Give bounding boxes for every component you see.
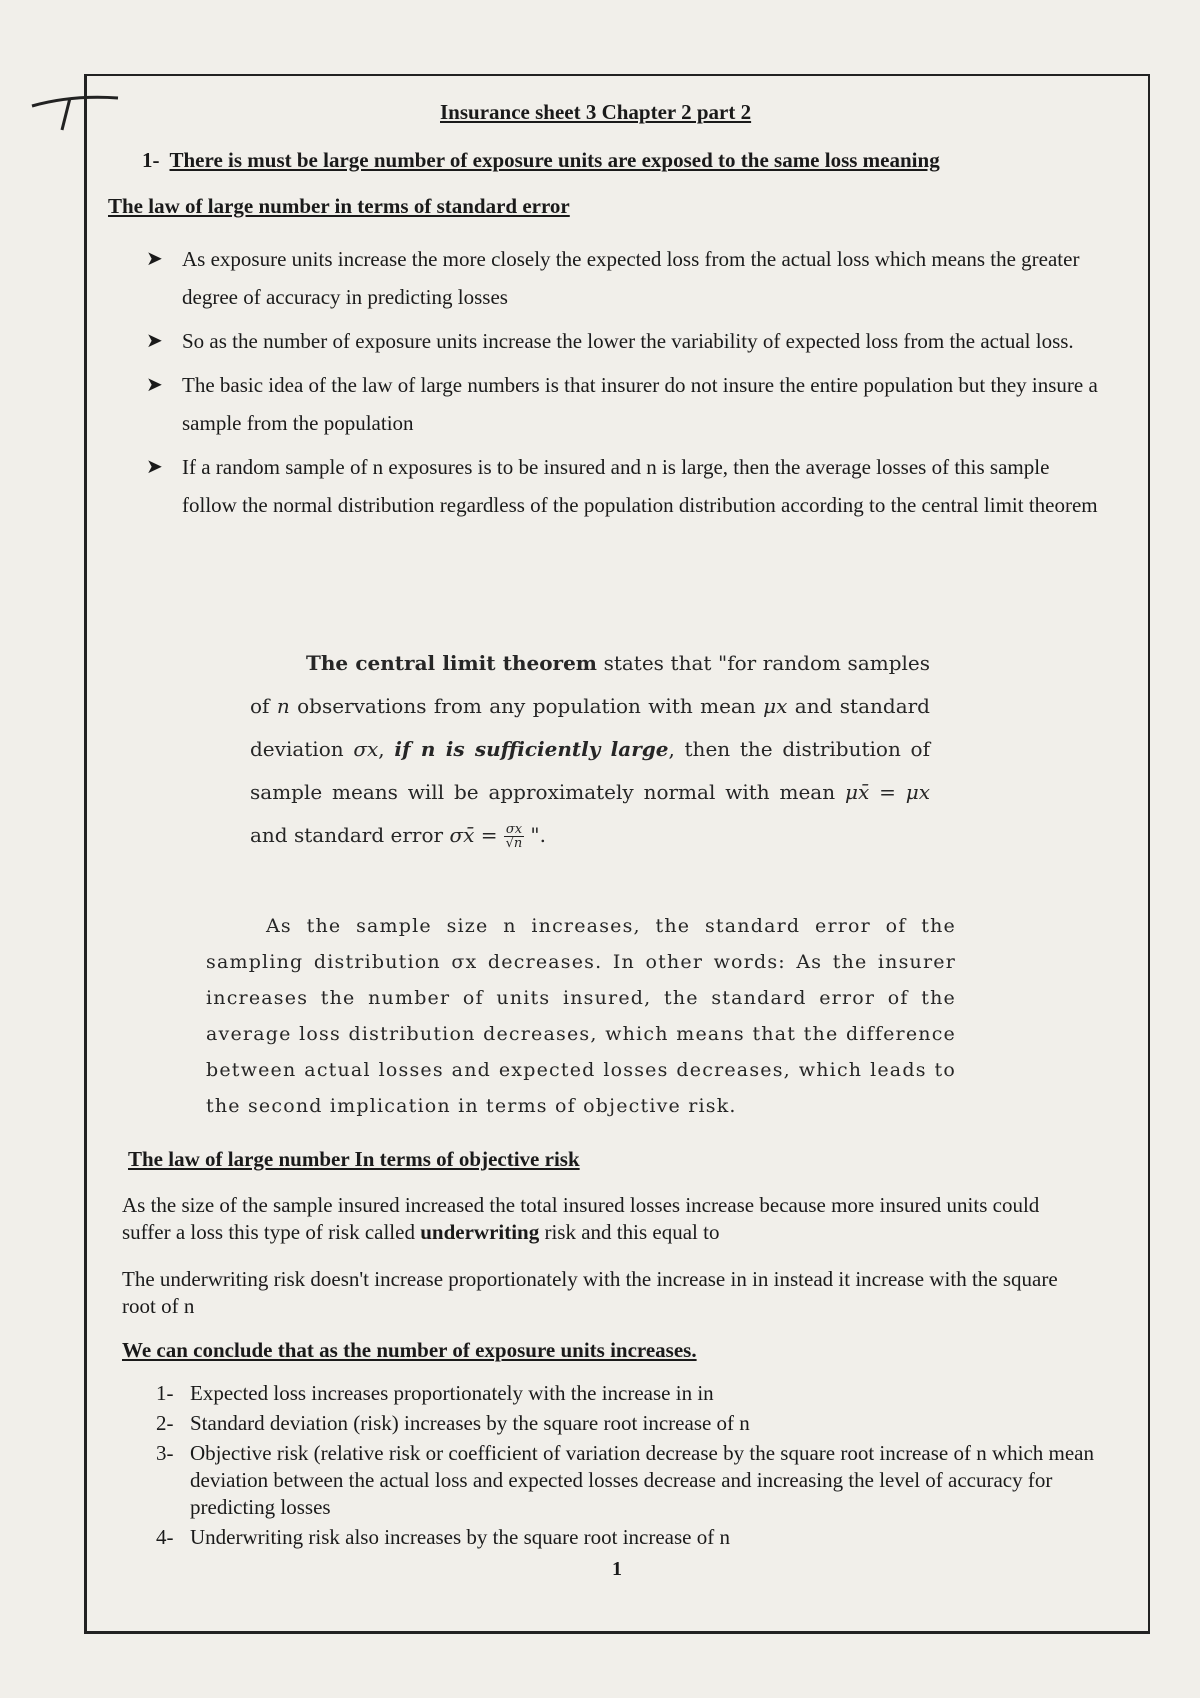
- bullet-text: If a random sample of n exposures is to be insured and n is large, then the average losses of this sample follow the normal distribution regardless of the population distribution according to the central limit theorem: [182, 455, 1098, 517]
- arrow-bullet-icon: ➤: [146, 248, 163, 270]
- proportionality-paragraph: The underwriting risk doesn't increase proportionately with the increase in in instead it increase with the square root of n: [122, 1267, 1058, 1318]
- list-number: 2-: [156, 1411, 174, 1435]
- clt-math-mean: μx: [763, 694, 788, 718]
- clt-text: and standard error: [250, 823, 450, 847]
- list-number: 4-: [156, 1525, 174, 1549]
- standard-error-paragraph: [206, 908, 956, 1124]
- clt-text: , then the distribution of sample means will be approximately normal with mean: [250, 737, 930, 804]
- clt-text: observations from any population with mean: [289, 694, 764, 718]
- clt-quote-block: [250, 642, 930, 857]
- heading-standard-error: The law of large number in terms of standard error: [108, 194, 570, 218]
- arrow-bullet-icon: ➤: [146, 456, 163, 478]
- bullet-item: [146, 366, 1106, 442]
- arrow-bullet-icon: ➤: [146, 374, 163, 396]
- clt-math-n: n: [276, 694, 290, 718]
- page-title: Insurance sheet 3 Chapter 2 part 2: [440, 100, 752, 124]
- arrow-bullet-icon: ➤: [146, 330, 163, 352]
- list-item: [156, 1380, 1116, 1407]
- bullet-text: As exposure units increase the more closely the expected loss from the actual loss which means the greater degree of accuracy in predicting losses: [182, 247, 1080, 309]
- clt-text: ".: [524, 823, 546, 847]
- list-number: 1-: [156, 1381, 174, 1405]
- statement-number: 1-: [142, 148, 160, 172]
- bullet-list: [146, 240, 1106, 530]
- paragraph-text: As the size of the sample insured increased the total insured losses increase because more insured units could suffer a loss this type of risk called: [122, 1193, 1040, 1244]
- clt-fraction: [504, 823, 524, 850]
- clt-math-se: σx̄ =: [449, 823, 498, 847]
- list-item: [156, 1440, 1116, 1521]
- heading-objective-risk: The law of large number In terms of objective risk: [128, 1147, 580, 1171]
- list-item: [156, 1410, 1116, 1437]
- bullet-item: [146, 240, 1106, 316]
- page-number: 1: [612, 1558, 622, 1580]
- bullet-text: The basic idea of the law of large numbers is that insurer do not insure the entire population but they insure a sample from the population: [182, 373, 1098, 435]
- underwriting-risk-paragraph: [122, 1192, 1092, 1246]
- clt-lead: The central limit theorem: [306, 651, 597, 675]
- paragraph-text: As the sample size n increases, the standard error of the sampling distribution σx decreases. In other words: As the insurer increases the number of units insured, the standard error of the average loss distribution decreases, which means that the difference between actual losses and expected losses decreases, which leads to the second implication in terms of objective risk.: [206, 915, 956, 1117]
- clt-math-sigma: σx: [353, 737, 379, 761]
- statement-text: There is must be large number of exposure units are exposed to the same loss meaning: [169, 148, 940, 172]
- list-number: 3-: [156, 1441, 174, 1465]
- bold-term: underwriting: [420, 1220, 540, 1244]
- clt-math-mean-eq: μx̄ = μx: [844, 780, 931, 804]
- list-item: [156, 1524, 1116, 1551]
- clt-emphasis: if n is sufficiently large: [394, 737, 669, 761]
- clt-text: and standard deviation: [250, 694, 930, 761]
- list-text: Underwriting risk also increases by the square root increase of n: [190, 1525, 730, 1549]
- bullet-item: [146, 448, 1106, 524]
- fraction-numerator: σx: [505, 822, 523, 837]
- list-text: Objective risk (relative risk or coefficient of variation decrease by the square root increase of n which mean deviation between the actual loss and expected losses decrease and increasing the level of accuracy for predicting losses: [190, 1441, 1094, 1519]
- list-text: Standard deviation (risk) increases by the square root increase of n: [190, 1411, 750, 1435]
- heading-conclusion: We can conclude that as the number of exposure units increases.: [122, 1338, 697, 1362]
- list-text: Expected loss increases proportionately with the increase in in: [190, 1381, 714, 1405]
- fraction-denominator: √n: [505, 836, 523, 851]
- clt-text: ,: [378, 737, 395, 761]
- clt-text: states that "for random samples of: [250, 651, 931, 718]
- conclusion-list: [156, 1380, 1116, 1554]
- numbered-statement: [142, 148, 940, 173]
- bullet-text: So as the number of exposure units increase the lower the variability of expected loss from the actual loss.: [182, 329, 1074, 353]
- bullet-item: [146, 322, 1106, 360]
- paragraph-text: risk and this equal to: [539, 1220, 720, 1244]
